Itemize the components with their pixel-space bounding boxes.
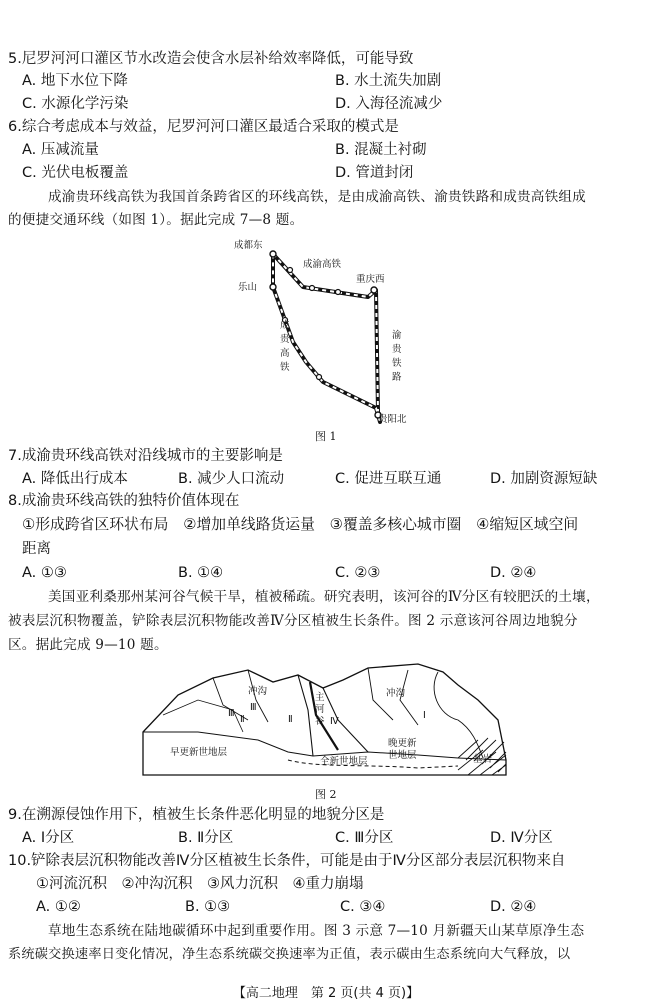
label-chengyu: 成渝高铁 [303,259,342,270]
figure-2-valley-diagram [138,660,518,780]
page-footer: 【高二地理 第 2 页(共 4 页)】 [232,986,420,1001]
label-yugui-2: 贵 [392,344,402,355]
label-zone-4: Ⅳ [330,716,339,727]
q7-option-c: C. 促进互联互通 [335,471,442,487]
label-chenggui-4: 铁 [280,362,290,373]
q8-option-a: A. ①③ [22,565,67,581]
q8-option-d: D. ②④ [490,565,537,581]
figure-1-railway-map [228,232,428,442]
q7-option-a: A. 降低出行成本 [22,471,128,487]
label-leshan: 乐山 [238,282,258,293]
q8-option-b: B. ①④ [178,565,224,581]
label-zhuhegu-3: 谷 [315,716,325,727]
q8-stem: 8.成渝贵环线高铁的独特价值体现在 [8,493,240,509]
label-guiyang: 贵阳北 [378,414,407,425]
label-early-pleistocene: 早更新世地层 [170,747,228,758]
q8-statements: ①形成跨省区环状布局 ②增加单线路货运量 ③覆盖多核心城市圈 ④缩短区域空间 [22,516,579,533]
q6-option-d: D. 管道封闭 [335,165,414,181]
q6-stem: 6.综合考虑成本与效益，尼罗河河口灌区最适合采取的模式是 [8,119,399,135]
q5-option-b: B. 水土流失加剧 [335,73,442,89]
q7-option-d: D. 加剧资源短缺 [490,471,598,487]
figure-1-caption: 图 1 [315,430,337,443]
q9-option-a: A. Ⅰ分区 [22,830,75,846]
label-chonggou-left: 冲沟 [248,686,268,697]
label-late-pleistocene-1: 晚更新 [388,738,417,749]
intro2-line1: 美国亚利桑那州某河谷气候干旱，植被稀疏。研究表明，该河谷的Ⅳ分区有较肥沃的土壤， [48,589,600,605]
q5-option-c: C. 水源化学污染 [22,96,129,112]
label-zone-2: Ⅱ [288,714,293,725]
q8-option-c: C. ②③ [335,565,381,581]
q10-stem: 10.铲除表层沉积物能改善Ⅳ分区植被生长条件，可能是由于Ⅳ分区部分表层沉积物来自 [8,853,566,869]
q6-option-b: B. 混凝土衬砌 [335,142,427,158]
label-zone-1: Ⅰ [423,710,426,721]
intro2-line2: 被表层沉积物覆盖，铲除表层沉积物能改善Ⅳ分区植被生长条件。图 2 示意该河谷周边地貌分 [8,613,578,629]
label-zone-2b: Ⅱ [240,714,245,725]
label-chenggui-1: 成 [280,320,290,331]
label-bedrock: 基岩 [473,754,493,765]
q9-stem: 9.在溯源侵蚀作用下，植被生长条件恶化明显的地貌分区是 [8,807,385,823]
q5-option-d: D. 入海径流减少 [335,96,443,112]
label-chenggui-3: 高 [280,348,290,359]
q9-option-b: B. Ⅱ分区 [178,830,234,846]
intro1-line1: 成渝贵环线高铁为我国首条跨省区的环线高铁，是由成渝高铁、渝贵铁路和成贵高铁组成 [48,189,586,205]
figure-2-caption: 图 2 [315,788,337,801]
q5-option-a: A. 地下水位下降 [22,73,128,89]
q6-option-c: C. 光伏电板覆盖 [22,165,129,181]
label-zone-3: Ⅲ [250,702,257,713]
label-chenggui-2: 贵 [280,334,290,345]
station-chengdu-dot [270,251,276,257]
q10-statements: ①河流沉积 ②冲沟沉积 ③风力沉积 ④重力崩塌 [36,876,364,892]
q10-option-a: A. ①② [36,899,81,915]
station-dot [317,375,322,380]
q7-option-b: B. 减少人口流动 [178,471,285,487]
station-chongqing-dot [371,287,377,293]
intro3-line2: 系统碳交换速率日变化情况，净生态系统碳交换速率为正值，表示碳由生态系统向大气释放，以 [8,947,571,962]
intro2-line3: 区。据此完成 9—10 题。 [8,637,168,653]
station-dot [336,290,341,295]
label-chongqing: 重庆西 [356,274,385,285]
label-holocene: 全新世地层 [320,756,368,767]
station-dot [310,286,315,291]
label-chengdu: 成都东 [234,240,263,251]
label-yugui-4: 路 [392,372,402,383]
q8-statements-cont: 距离 [22,541,51,557]
q9-option-c: C. Ⅲ分区 [335,830,394,846]
label-yugui-3: 铁 [392,358,402,369]
q5-stem: 5.尼罗河河口灌区节水改造会使含水层补给效率降低，可能导致 [8,51,414,67]
q10-option-b: B. ①③ [185,899,231,915]
q10-option-c: C. ③④ [340,899,386,915]
q6-option-a: A. 压减流量 [22,142,99,158]
q9-option-d: D. Ⅳ分区 [490,830,553,846]
q10-option-d: D. ②④ [490,899,537,915]
label-zhuhegu-1: 主 [315,692,325,703]
label-zone-3b: Ⅲ [228,708,235,719]
intro3-line1: 草地生态系统在陆地碳循环中起到重要作用。图 3 示意 7—10 月新疆天山某草原净生态 [48,923,585,939]
label-yugui-1: 渝 [392,330,402,341]
intro1-line2: 的便捷交通环线（如图 1）。据此完成 7—8 题。 [8,212,304,228]
label-chonggou-right: 冲沟 [386,688,406,699]
label-zhuhegu-2: 河 [315,704,325,715]
label-late-pleistocene-2: 世地层 [388,750,417,761]
q7-stem: 7.成渝贵环线高铁对沿线城市的主要影响是 [8,448,283,464]
station-dot [288,268,293,273]
station-leshan-dot [270,284,276,290]
